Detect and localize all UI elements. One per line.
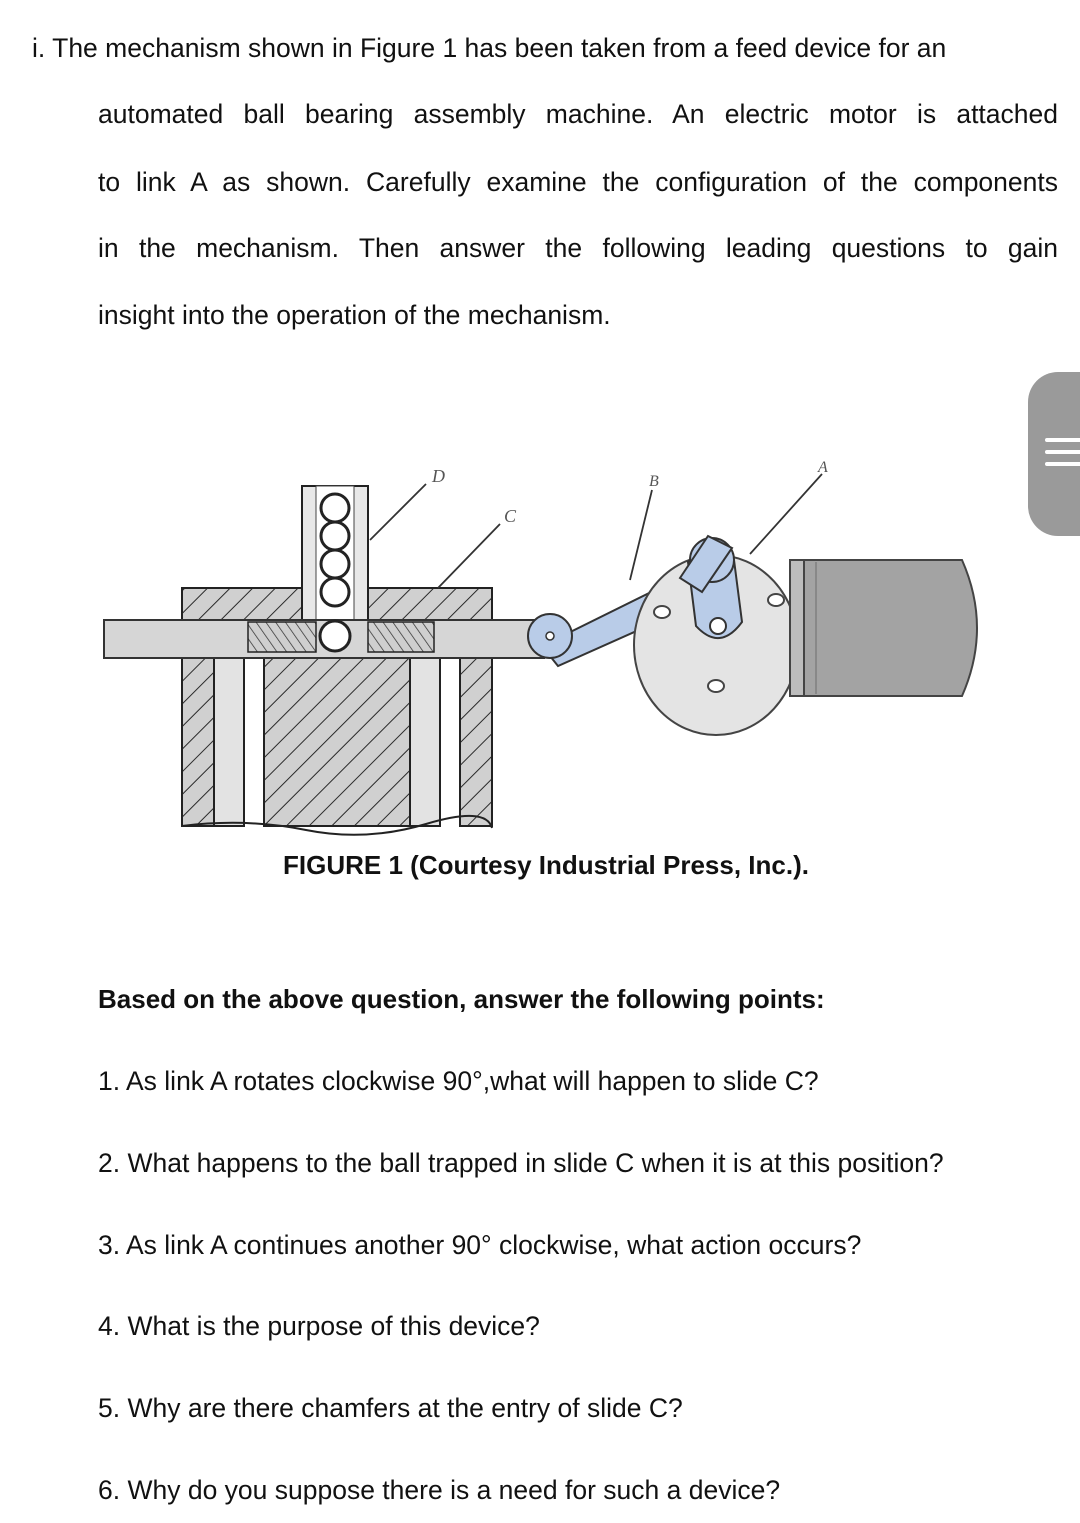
questions-heading: Based on the above question, answer the following points: — [98, 984, 825, 1014]
side-panel-handle[interactable] — [1028, 372, 1080, 536]
intro-line-2: automated ball bearing assembly machine. An electric motor is attached — [98, 99, 1058, 129]
question-item-2: 2. What happens to the ball trapped in slide C when it is at this position? — [98, 1148, 944, 1178]
slide-c — [104, 620, 544, 658]
label-b: B — [649, 473, 659, 490]
figure-caption: FIGURE 1 (Courtesy Industrial Press, Inc.). — [283, 850, 809, 880]
feed-tube-d — [302, 486, 368, 636]
intro-line-4: in the mechanism. Then answer the following leading questions to gain — [98, 233, 1058, 263]
question-item-6: 6. Why do you suppose there is a need for such a device? — [98, 1475, 781, 1505]
question-item-4: 4. What is the purpose of this device? — [98, 1311, 540, 1341]
mechanism-figure — [96, 450, 1006, 840]
label-a: A — [818, 459, 828, 476]
intro-line-3: to link A as shown. Carefully examine the configuration of the components — [98, 167, 1058, 197]
question-item-5: 5. Why are there chamfers at the entry of slide C? — [98, 1393, 683, 1423]
label-d: D — [432, 466, 445, 486]
intro-line-5: insight into the operation of the mechanism. — [98, 300, 611, 330]
label-c: C — [504, 506, 517, 526]
intro-line-1: i. The mechanism shown in Figure 1 has been taken from a feed device for an — [32, 33, 947, 63]
electric-motor — [790, 560, 977, 696]
question-item-1: 1. As link A rotates clockwise 90°,what will happen to slide C? — [98, 1066, 819, 1096]
question-item-3: 3. As link A continues another 90° clockwise, what action occurs? — [98, 1230, 862, 1260]
